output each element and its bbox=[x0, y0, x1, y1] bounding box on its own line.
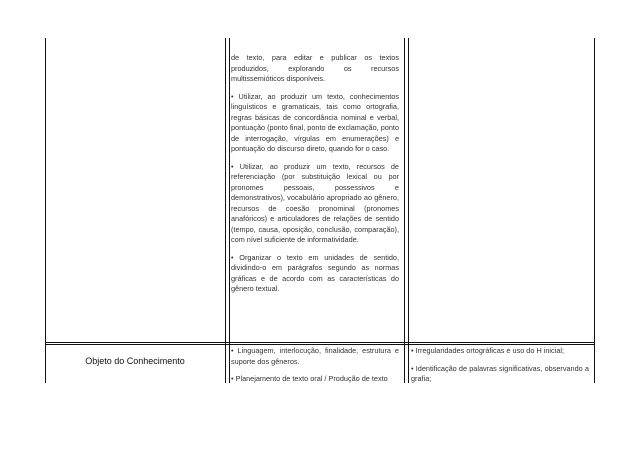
table-border-left bbox=[45, 38, 46, 383]
knowledge-item: • Linguagem, interlocução, finalidade, estrutura e suporte dos gêneros. bbox=[231, 346, 399, 366]
skills-paragraph: • Utilizar, ao produzir um texto, conhecimentos linguísticos e gramaticais, tais como ortografia, regras básicas de concordância nominal e verbal, pontuação (ponto final, ponto de exclamação, ponto de interrogação, vírgulas em enumerações) e pontuação do discurso direto, quando for o caso. bbox=[231, 91, 399, 153]
skills-paragraph: • Utilizar, ao produzir um texto, recursos de referenciação (por substituição lexical ou por pronomes pessoais, possessivos e demonstrativos), vocabulário apropriado ao gênero, recursos de coesão pronominal (pronomes anafóricos) e articuladores de relações de sentido (tempo, causa, oposição, conclusão, comparação), com nível suficiente de informatividade. bbox=[231, 161, 399, 244]
knowledge-item: • Planejamento de texto oral / Produção de texto bbox=[231, 374, 388, 383]
table-border-col2 bbox=[404, 38, 409, 383]
skills-cell bbox=[231, 53, 399, 302]
skills-paragraph: de texto, para editar e publicar os textos produzidos, explorando os recursos multissemióticos disponíveis. bbox=[231, 53, 399, 83]
table-border-right bbox=[594, 38, 595, 383]
knowledge-object-label: Objeto do Conhecimento bbox=[85, 356, 185, 366]
knowledge-item: • Irregularidades ortográficas e uso do H inicial; bbox=[411, 346, 565, 355]
knowledge-right-cell bbox=[411, 346, 589, 385]
skills-paragraph: • Organizar o texto em unidades de sentido, dividindo-o em parágrafos segundo as normas gráficas e de acordo com as características do gênero textual. bbox=[231, 252, 399, 293]
table-row-divider-2 bbox=[45, 344, 595, 345]
curriculum-table bbox=[45, 38, 595, 398]
table-border-col1 bbox=[225, 38, 230, 383]
knowledge-middle-cell bbox=[231, 346, 399, 385]
knowledge-item: • Identificação de palavras significativas, observando a grafia; bbox=[411, 363, 589, 383]
table-row-divider bbox=[45, 342, 595, 343]
